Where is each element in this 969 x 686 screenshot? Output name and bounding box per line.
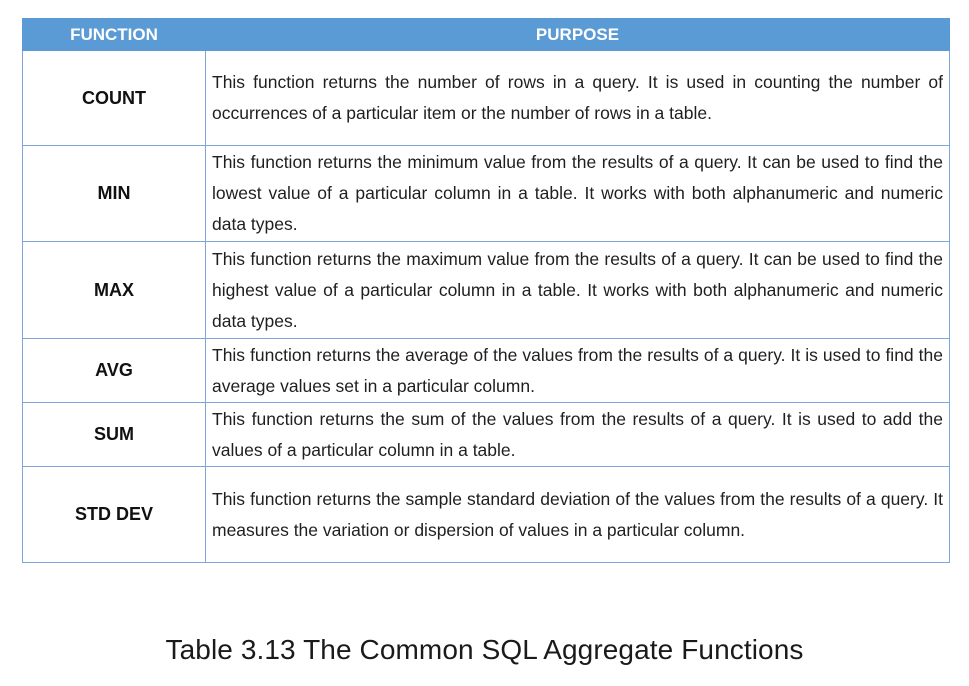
table-caption: Table 3.13 The Common SQL Aggregate Functions (165, 634, 804, 665)
table-row (23, 339, 950, 403)
function-name-cell: AVG (23, 339, 206, 403)
function-name-cell: COUNT (23, 51, 206, 146)
purpose-cell: This function returns the average of the values from the results of a query. It is used to find the average values set in a particular column. (206, 339, 950, 403)
purpose-cell: This function returns the sample standard deviation of the values from the results of a query. It measures the variation or dispersion of values in a particular column. (206, 467, 950, 563)
table-row (23, 467, 950, 563)
function-name-cell: SUM (23, 403, 206, 467)
header-function: FUNCTION (23, 19, 206, 51)
aggregate-functions-table (22, 18, 950, 563)
table-row (23, 242, 950, 339)
purpose-cell: This function returns the sum of the values from the results of a query. It is used to add the values of a particular column in a table. (206, 403, 950, 467)
table-row (23, 403, 950, 467)
header-purpose: PURPOSE (206, 19, 950, 51)
purpose-cell: This function returns the maximum value from the results of a query. It can be used to find the highest value of a particular column in a table. It works with both alphanumeric and numeric data types. (206, 242, 950, 339)
function-name-cell: MAX (23, 242, 206, 339)
aggregate-functions-table-container (22, 18, 949, 563)
table-row (23, 146, 950, 242)
function-name-cell: STD DEV (23, 467, 206, 563)
purpose-cell: This function returns the minimum value from the results of a query. It can be used to find the lowest value of a particular column in a table. It works with both alphanumeric and numeric data types. (206, 146, 950, 242)
function-name-cell: MIN (23, 146, 206, 242)
table-header-row (23, 19, 950, 51)
purpose-cell: This function returns the number of rows in a query. It is used in counting the number of occurrences of a particular item or the number of rows in a table. (206, 51, 950, 146)
table-row (23, 51, 950, 146)
